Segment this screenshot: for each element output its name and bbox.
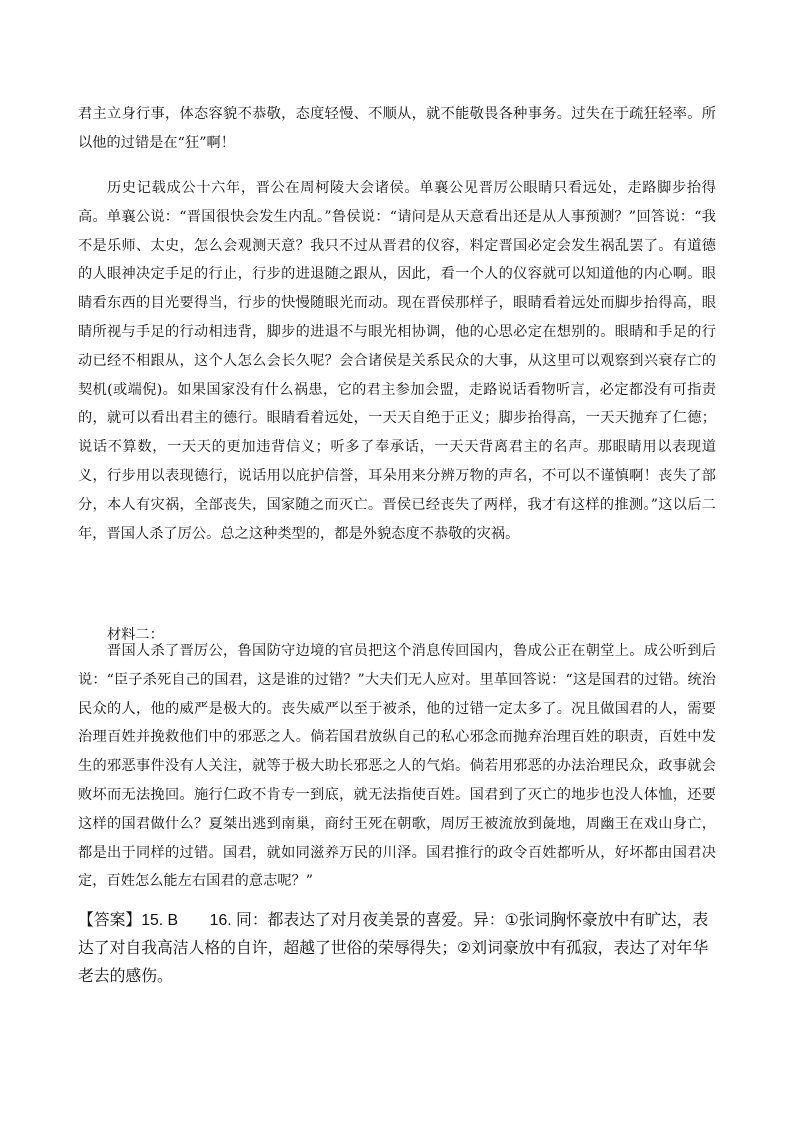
answer-tag: 【答案】 — [78, 912, 142, 929]
answer-text: 15. B 16. 同：都表达了对月夜美景的喜爱。异：①张词胸怀豪放中有旷达，表达了对自我高洁人格的自许，超越了世俗的荣辱得失；②刘词豪放中有孤寂，表达了对年华老去的感伤。 — [78, 912, 709, 985]
answer-block — [78, 907, 718, 991]
passage-paragraph-1: 君主立身行事，体态容貌不恭敬，态度轻慢、不顺从，就不能敬畏各种事务。过失在于疏狂轻率。所以他的过错是在“狂”啊！ — [78, 106, 716, 151]
passage-paragraph-3: 晋国人杀了晋厉公，鲁国防守边境的官员把这个消息传回国内，鲁成公正在朝堂上。成公听到后说：“臣子杀死自己的国君，这是谁的过错？”大夫们无人应对。里革回答说：“这是国君的过错。统治民众的人，他的威严是极大的。丧失威严以至于被杀，他的过错一定太多了。况且做国君的人，需要治理百姓并挽救他们中的邪恶之人。倘若国君放纵自己的私心邪念而抛弃治理百姓的职责，百姓中发生的邪恶事件没有人关注，就等于极大助长邪恶之人的气焰。倘若用邪恶的办法治理民众，政事就会败坏而无法挽回。施行仁政不肯专一到底，就无法指使百姓。国君到了灭亡的地步也没人体恤，还要这样的国君做什么？夏桀出逃到南巢，商纣王死在朝歌，周厉王被流放到彘地，周幽王在戏山身亡，都是出于同样的过错。国君，就如同滋养万民的川泽。国君推行的政令百姓都听从，好坏都由国君决定，百姓怎么能左右国君的意志呢？” — [78, 643, 716, 890]
passage-paragraph-2: 历史记载成公十六年，晋公在周柯陵大会诸侯。单襄公见晋厉公眼睛只看远处，走路脚步抬得高。单襄公说：“晋国很快会发生内乱。”鲁侯说：“请问是从天意看出还是从人事预测？”回答说：“我不是乐师、太史，怎么会观测天意？我只不过从晋君的仪容，料定晋国必定会发生祸乱罢了。有道德的人眼神决定手足的行止，行步的进退随之跟从，因此，看一个人的仪容就可以知道他的内心啊。眼睛看东西的目光要得当，行步的快慢随眼光而动。现在晋侯那样子，眼睛看着远处而脚步抬得高，眼睛所视与手足的行动相违背，脚步的进退不与眼光相协调，他的心思必定在想别的。眼睛和手足的行动已经不相跟从，这个人怎么会长久呢？会合诸侯是关系民众的大事，从这里可以观察到兴衰存亡的契机(或端倪)。如果国家没有什么祸患，它的君主参加会盟，走路说话看物听言，必定都没有可指责的，就可以看出君主的德行。眼睛看着远处，一天天自绝于正义；脚步抬得高，一天天抛弃了仁德；说话不算数，一天天的更加违背信义；听多了奉承话，一天天背离君主的名声。那眼睛用以表现道义，行步用以表现德行，说话用以庇护信誉，耳朵用来分辨万物的声名，不可以不谨慎啊！丧失了部分，本人有灾祸，全部丧失，国家随之而灭亡。晋侯已经丧失了两样，我才有这样的推测。”这以后二年，晋国人杀了厉公。总之这种类型的，都是外貌态度不恭敬的灾祸。 — [78, 180, 716, 542]
material-two-label: 材料二： — [107, 627, 164, 643]
